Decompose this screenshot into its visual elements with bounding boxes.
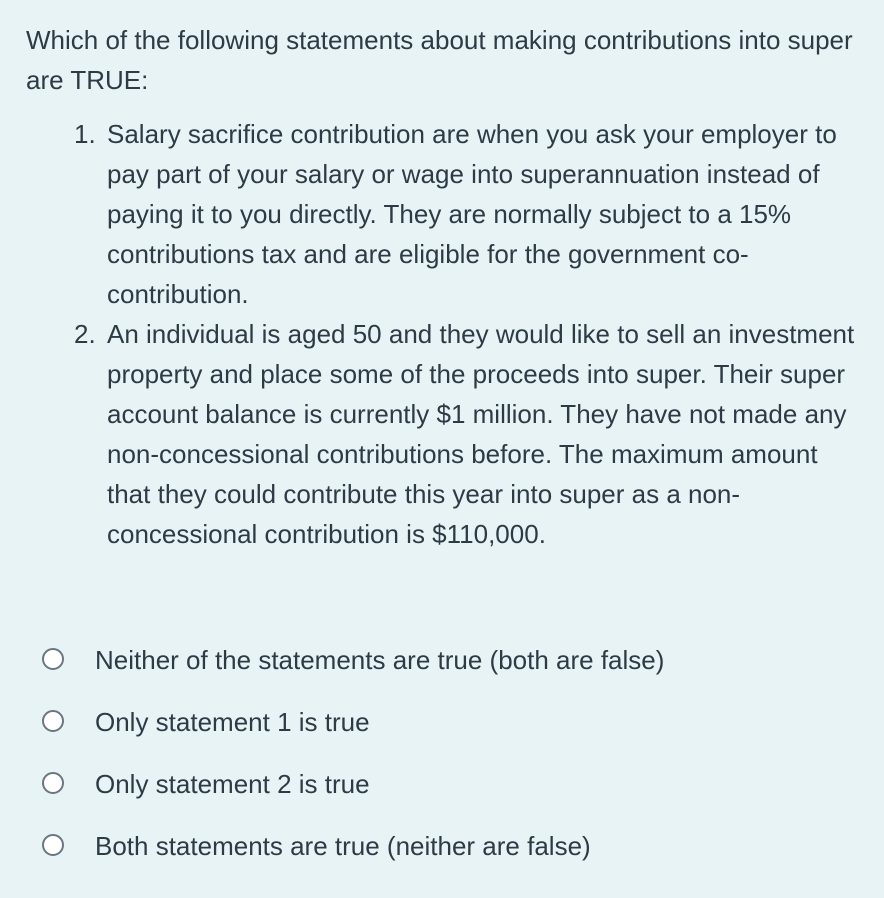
answer-option-statement-2[interactable] [0,754,884,816]
answer-label[interactable]: Both statements are true (neither are false) [95,831,591,861]
statement-list [0,114,884,554]
radio-button[interactable] [42,710,64,732]
statement-number: 1. [74,119,96,149]
answer-label[interactable]: Neither of the statements are true (both are false) [95,645,665,675]
radio-button[interactable] [42,648,64,670]
answer-option-statement-1[interactable] [0,692,884,754]
radio-button[interactable] [42,834,64,856]
question-prompt: Which of the following statements about making contributions into super are TRUE: [26,25,853,95]
answer-option-neither[interactable] [0,630,884,692]
radio-button[interactable] [42,772,64,794]
statement-item [0,314,867,554]
answer-label[interactable]: Only statement 2 is true [95,769,370,799]
answer-label[interactable]: Only statement 1 is true [95,707,370,737]
statement-text: Salary sacrifice contribution are when you ask your employer to pay part of your salary or wage into superannuation instead of paying it to you directly. They are normally subject to a 15% contributions tax and are eligible for the government co-contribution. [107,119,837,309]
statement-text: An individual is aged 50 and they would like to sell an investment property and place some of the proceeds into super. Their super account balance is currently $1 million. They have not made any non-concessional contributions before. The maximum amount that they could contribute this year into super as a non-concessional contribution is $110,000. [107,319,855,549]
answer-options [0,630,884,878]
statement-number: 2. [74,319,96,349]
statement-item [0,114,867,314]
answer-option-both[interactable] [0,816,884,878]
